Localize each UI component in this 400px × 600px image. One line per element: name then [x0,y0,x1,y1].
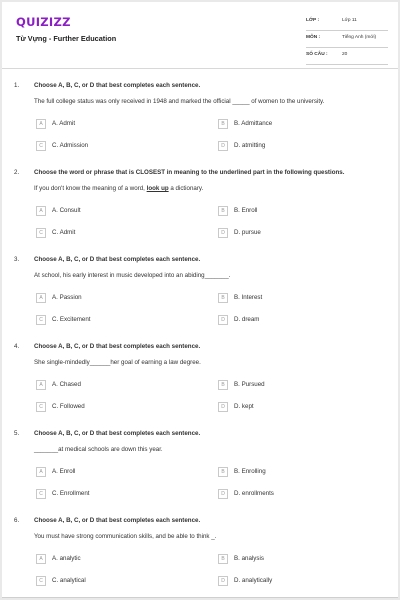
option-text: A. Enroll [52,468,76,475]
question-text [34,98,389,105]
question-prompt: Choose A, B, C, or D that best completes each sentence. [34,256,201,263]
option-text: D. enrollments [234,490,274,497]
worksheet-meta [306,14,388,65]
question-text-after: a dictionary. [168,185,204,192]
option-text: D. atmitting [234,142,266,149]
question-text [34,272,389,279]
option-text: D. analytically [234,577,273,584]
meta-row-question-count [306,48,388,65]
option-letter-box: A [36,380,46,390]
meta-label: SỐ CÂU : [306,52,328,57]
question-text-before: If you don't know the meaning of a word, [34,185,147,192]
option-text: A. Passion [52,294,82,301]
question-text-before: At school, his early interest in music developed into an abiding_______. [34,272,231,279]
option-text: B. Enrolling [234,468,266,475]
option-letter-box: A [36,293,46,303]
meta-value: Tiếng Anh (mới) [342,35,377,40]
underlined-phrase: look up [146,185,169,192]
option-letter-box: D [218,489,228,499]
meta-value: 20 [342,52,348,57]
option-text: A. analytic [52,555,81,562]
option-letter-box: A [36,554,46,564]
question-text-before: _______at medical schools are down this year. [34,446,163,453]
option-letter-box: C [36,228,46,238]
question-number: 6. [14,517,20,524]
option-text: A. Chased [52,381,81,388]
worksheet-title: Từ Vựng - Further Education [16,34,117,43]
meta-row-subject [306,31,388,48]
question-prompt: Choose A, B, C, or D that best completes each sentence. [34,343,201,350]
option-letter-box: C [36,402,46,412]
option-letter-box: C [36,489,46,499]
question-prompt: Choose A, B, C, or D that best completes each sentence. [34,82,201,89]
question-prompt: Choose the word or phrase that is CLOSEST in meaning to the underlined part in the following questions. [34,169,345,176]
option-letter-box: A [36,119,46,129]
question-text [34,185,389,192]
question-text [34,359,389,366]
option-text: D. kept [234,403,254,410]
option-letter-box: C [36,141,46,151]
option-text: B. Pursued [234,381,265,388]
question-prompt: Choose A, B, C, or D that best completes each sentence. [34,517,201,524]
worksheet-page [2,2,398,598]
option-letter-box: B [218,206,228,216]
option-letter-box: D [218,315,228,325]
option-text: B. Admittance [234,120,273,127]
option-letter-box: D [218,228,228,238]
option-letter-box: C [36,315,46,325]
question-text-before: She single-mindedly______her goal of earning a law degree. [34,359,201,366]
option-text: D. pursue [234,229,261,236]
option-text: A. Consult [52,207,81,214]
option-text: A. Admit [52,120,76,127]
option-text: C. Admit [52,229,76,236]
header-divider [2,68,398,69]
option-text: B. Enroll [234,207,258,214]
option-text: D. dream [234,316,260,323]
option-letter-box: B [218,119,228,129]
question-number: 3. [14,256,20,263]
option-text: B. Interest [234,294,263,301]
meta-row-class [306,14,388,31]
question-number: 5. [14,430,20,437]
option-text: C. Followed [52,403,85,410]
option-letter-box: B [218,293,228,303]
option-letter-box: A [36,206,46,216]
footer-divider [2,597,398,598]
question-text-before: The full college status was only received in 1948 and marked the official _____ of women to the university. [34,98,325,105]
question-number: 4. [14,343,20,350]
question-prompt: Choose A, B, C, or D that best completes each sentence. [34,430,201,437]
option-letter-box: B [218,467,228,477]
option-letter-box: D [218,402,228,412]
option-letter-box: B [218,380,228,390]
option-letter-box: A [36,467,46,477]
option-text: C. analytical [52,577,86,584]
option-text: C. Excitement [52,316,91,323]
option-text: B. analysis [234,555,264,562]
question-text [34,533,389,540]
option-text: C. Enrollment [52,490,90,497]
quizizz-logo: QUIZIZZ [16,15,71,29]
option-letter-box: D [218,141,228,151]
question-text [34,446,389,453]
question-number: 1. [14,82,20,89]
meta-value: Lớp 11 [342,18,357,23]
option-letter-box: D [218,576,228,586]
question-text-before: You must have strong communication skills, and be able to think _. [34,533,217,540]
meta-label: MÔN : [306,35,321,40]
question-number: 2. [14,169,20,176]
option-letter-box: C [36,576,46,586]
option-text: C. Admission [52,142,89,149]
option-letter-box: B [218,554,228,564]
meta-label: LỚP : [306,18,320,23]
